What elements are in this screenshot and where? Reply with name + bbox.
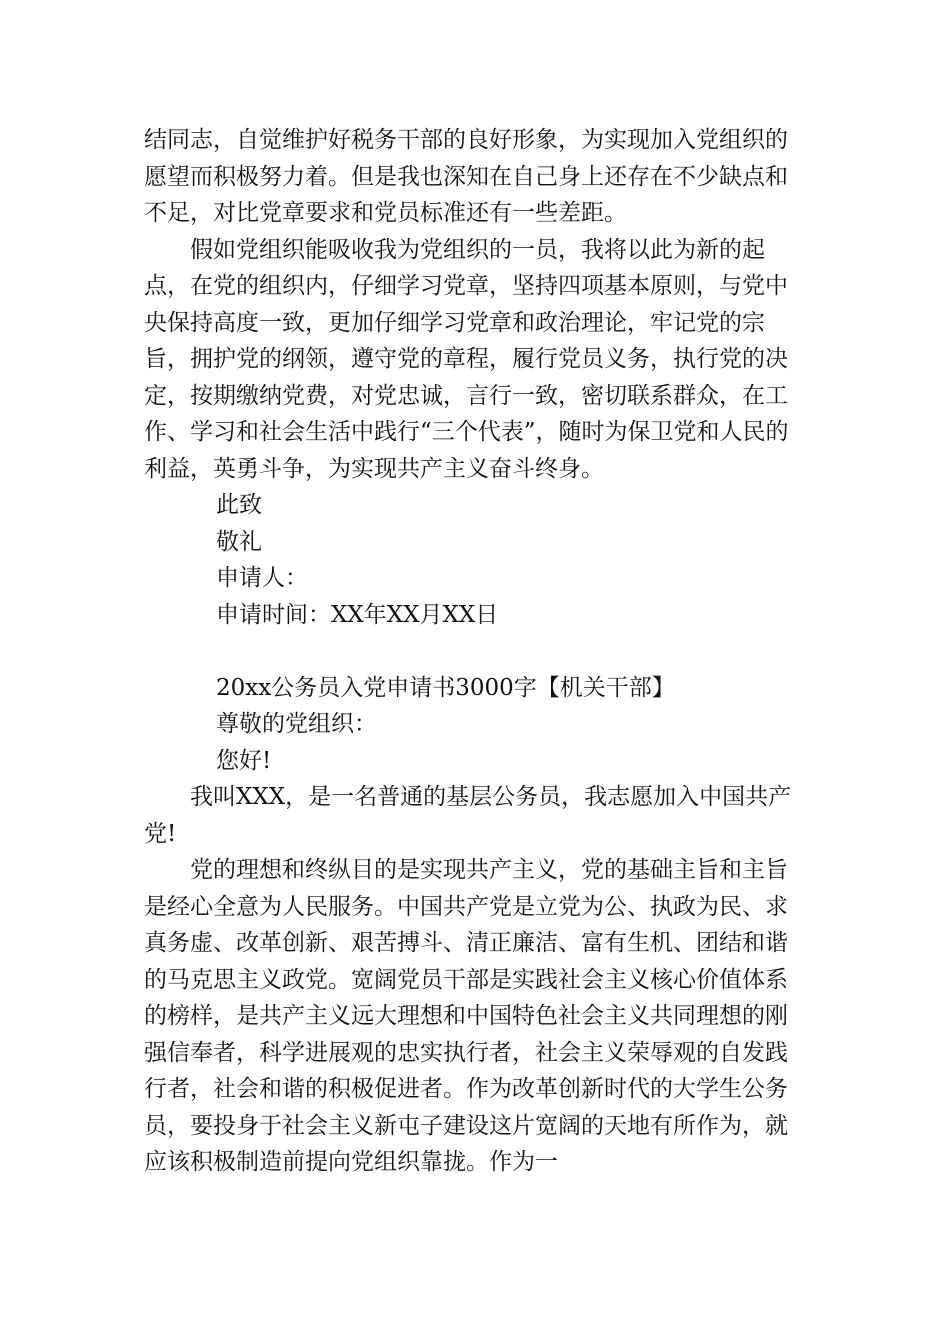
- paragraph-introduction: 我叫XXX，是一名普通的基层公务员，我志愿加入中国共产党!: [144, 784, 792, 847]
- paragraph-continuation: 结同志，自觉维护好税务干部的良好形象，为实现加入党组织的愿望而积极努力着。但是我也深知在自己身上还存在不少缺点和不足，对比党章要求和党员标准还有一些差距。: [144, 127, 788, 226]
- paragraph-commitment: 假如党组织能吸收我为党组织的一员，我将以此为新的起点，在党的组织内，仔细学习党章，坚持四项基本原则，与党中央保持高度一致，更加仔细学习党章和政治理论，牢记党的宗旨，拥护党的纲领，遵守党的章程，履行党员义务，执行党的决定，按期缴纳党费，对党忠诚，言行一致，密切联系群众，在工作、学习和社会生活中践行“三个代表”，随时为保卫党和人民的利益，英勇斗争，为实现共产主义奋斗终身。: [144, 236, 789, 482]
- closing-respect: 敬礼: [216, 528, 262, 555]
- paragraph-party-ideals: 党的理想和终纵目的是实现共产主义，党的基础主旨和主旨是经心全意为人民服务。中国共产党是立党为公、执政为民、求真务虚、改革创新、艰苦搏斗、清正廉洁、富有生机、团结和谐的马克思主义政党。宽阔党员干部是实践社会主义核心价值体系的榜样，是共产主义远大理想和中国特色社会主义共同理想的刚强信奉者，科学进展观的忠实执行者，社会主义荣辱观的自发践行者，社会和谐的积极促进者。作为改革创新时代的大学生公务员，要投身于社会主义新屯子建设这片宽阔的天地有所作为，就应该积极制造前提向党组织靠拢。作为一: [144, 857, 788, 1175]
- document-body: [144, 122, 804, 1181]
- application-date: 申请时间：XX年XX月XX日: [216, 601, 499, 628]
- closing-salutation: 此致: [216, 492, 262, 518]
- blank-line: [144, 633, 804, 670]
- greeting: 您好!: [216, 747, 272, 774]
- salutation: 尊敬的党组织：: [216, 711, 377, 737]
- applicant-label: 申请人：: [216, 565, 308, 591]
- section-title: 20xx公务员入党申请书3000字【机关干部】: [216, 674, 675, 701]
